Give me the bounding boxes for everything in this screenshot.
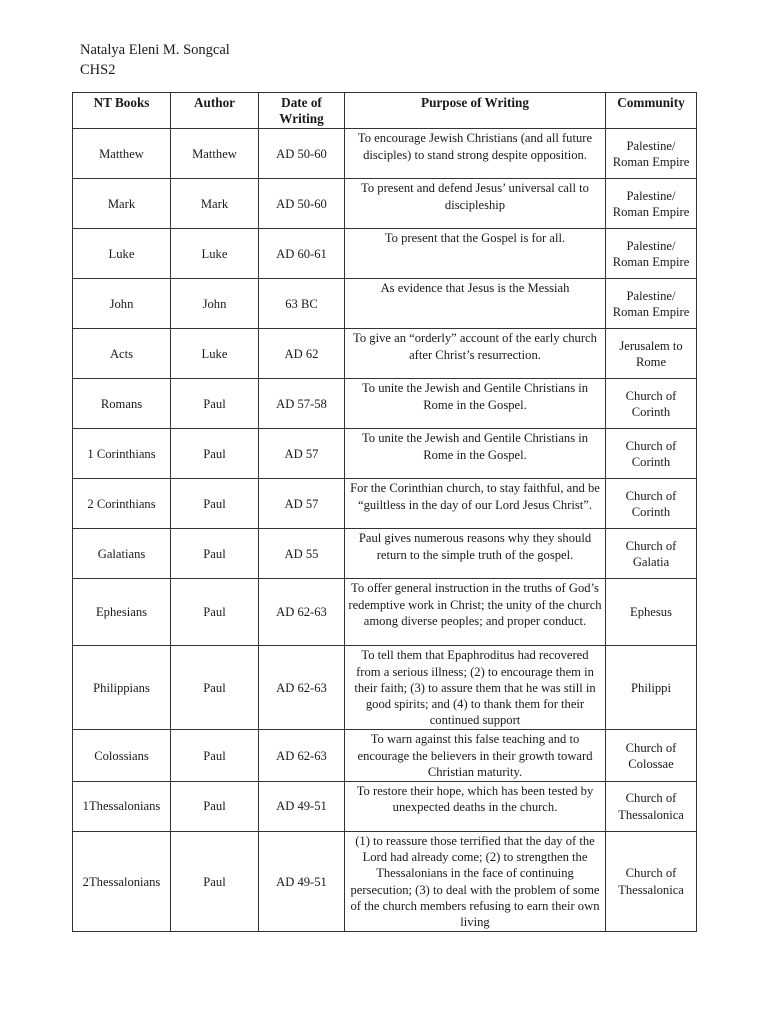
cell-date: AD 55 xyxy=(259,529,345,579)
cell-book: John xyxy=(73,279,171,329)
cell-purpose: For the Corinthian church, to stay faithful, and be “guiltless in the day of our Lord Jesus Christ”. xyxy=(345,479,606,529)
table-row xyxy=(73,579,697,646)
cell-date: AD 57-58 xyxy=(259,379,345,429)
cell-community: Palestine/ Roman Empire xyxy=(606,229,697,279)
cell-author: Paul xyxy=(171,479,259,529)
cell-book: 2 Corinthians xyxy=(73,479,171,529)
cell-community: Palestine/ Roman Empire xyxy=(606,279,697,329)
table-row xyxy=(73,179,697,229)
cell-book: 2Thessalonians xyxy=(73,832,171,932)
cell-book: Romans xyxy=(73,379,171,429)
table-row xyxy=(73,529,697,579)
cell-community: Ephesus xyxy=(606,579,697,646)
header-date: Date of Writing xyxy=(259,93,345,129)
cell-purpose: (1) to reassure those terrified that the day of the Lord had already come; (2) to strengthen the Thessalonians in the face of continuing persecution; (3) to deal with the problem of some of the church members refusing to earn their own living xyxy=(345,832,606,932)
cell-community: Church of Colossae xyxy=(606,730,697,782)
cell-purpose: To present that the Gospel is for all. xyxy=(345,229,606,279)
table-header-row xyxy=(73,93,697,129)
table-row xyxy=(73,429,697,479)
table-row xyxy=(73,379,697,429)
table-row xyxy=(73,730,697,782)
header-nt-books: NT Books xyxy=(73,93,171,129)
cell-community: Church of Corinth xyxy=(606,429,697,479)
cell-author: Paul xyxy=(171,832,259,932)
cell-date: AD 62-63 xyxy=(259,579,345,646)
cell-community: Church of Galatia xyxy=(606,529,697,579)
cell-purpose: To tell them that Epaphroditus had recovered from a serious illness; (2) to encourage them in their faith; (3) to assure them that he was still in good spirits; and (4) to thank them for their continued support xyxy=(345,646,606,730)
header-community: Community xyxy=(606,93,697,129)
cell-community: Church of Thessalonica xyxy=(606,832,697,932)
cell-author: Paul xyxy=(171,379,259,429)
table-row xyxy=(73,832,697,932)
cell-author: Paul xyxy=(171,646,259,730)
cell-author: Mark xyxy=(171,179,259,229)
cell-book: Colossians xyxy=(73,730,171,782)
cell-date: 63 BC xyxy=(259,279,345,329)
header-purpose: Purpose of Writing xyxy=(345,93,606,129)
student-name: Natalya Eleni M. Songcal xyxy=(80,42,230,58)
cell-book: Matthew xyxy=(73,129,171,179)
cell-purpose: To warn against this false teaching and to encourage the believers in their growth toward Christian maturity. xyxy=(345,730,606,782)
cell-book: Acts xyxy=(73,329,171,379)
cell-author: Paul xyxy=(171,579,259,646)
table-row xyxy=(73,129,697,179)
cell-date: AD 50-60 xyxy=(259,179,345,229)
class-label: CHS2 xyxy=(80,62,116,78)
cell-community: Church of Corinth xyxy=(606,479,697,529)
table-row xyxy=(73,646,697,730)
cell-author: Paul xyxy=(171,782,259,832)
cell-date: AD 62 xyxy=(259,329,345,379)
cell-author: John xyxy=(171,279,259,329)
document-header xyxy=(80,40,230,80)
cell-date: AD 49-51 xyxy=(259,782,345,832)
table-row xyxy=(73,229,697,279)
cell-community: Church of Corinth xyxy=(606,379,697,429)
table-row xyxy=(73,329,697,379)
cell-book: Galatians xyxy=(73,529,171,579)
cell-author: Paul xyxy=(171,529,259,579)
cell-author: Matthew xyxy=(171,129,259,179)
cell-date: AD 60-61 xyxy=(259,229,345,279)
cell-author: Paul xyxy=(171,429,259,479)
table-row xyxy=(73,782,697,832)
cell-date: AD 57 xyxy=(259,429,345,479)
cell-date: AD 50-60 xyxy=(259,129,345,179)
cell-purpose: As evidence that Jesus is the Messiah xyxy=(345,279,606,329)
cell-purpose: To unite the Jewish and Gentile Christians in Rome in the Gospel. xyxy=(345,379,606,429)
table-row xyxy=(73,479,697,529)
cell-date: AD 57 xyxy=(259,479,345,529)
cell-date: AD 49-51 xyxy=(259,832,345,932)
cell-book: Mark xyxy=(73,179,171,229)
cell-purpose: To unite the Jewish and Gentile Christians in Rome in the Gospel. xyxy=(345,429,606,479)
cell-community: Palestine/ Roman Empire xyxy=(606,129,697,179)
table-row xyxy=(73,279,697,329)
cell-community: Philippi xyxy=(606,646,697,730)
cell-book: Ephesians xyxy=(73,579,171,646)
cell-book: 1 Corinthians xyxy=(73,429,171,479)
cell-date: AD 62-63 xyxy=(259,730,345,782)
cell-book: Luke xyxy=(73,229,171,279)
cell-book: 1Thessalonians xyxy=(73,782,171,832)
cell-community: Palestine/ Roman Empire xyxy=(606,179,697,229)
cell-date: AD 62-63 xyxy=(259,646,345,730)
header-author: Author xyxy=(171,93,259,129)
cell-community: Jerusalem to Rome xyxy=(606,329,697,379)
cell-purpose: To encourage Jewish Christians (and all future disciples) to stand strong despite opposition. xyxy=(345,129,606,179)
cell-community: Church of Thessalonica xyxy=(606,782,697,832)
cell-book: Philippians xyxy=(73,646,171,730)
cell-author: Luke xyxy=(171,329,259,379)
cell-author: Luke xyxy=(171,229,259,279)
cell-purpose: Paul gives numerous reasons why they should return to the simple truth of the gospel. xyxy=(345,529,606,579)
cell-purpose: To present and defend Jesus’ universal call to discipleship xyxy=(345,179,606,229)
cell-author: Paul xyxy=(171,730,259,782)
nt-books-table xyxy=(72,92,697,932)
cell-purpose: To restore their hope, which has been tested by unexpected deaths in the church. xyxy=(345,782,606,832)
cell-purpose: To offer general instruction in the truths of God’s redemptive work in Christ; the unity of the church among diverse peoples; and proper conduct. xyxy=(345,579,606,646)
cell-purpose: To give an “orderly” account of the early church after Christ’s resurrection. xyxy=(345,329,606,379)
